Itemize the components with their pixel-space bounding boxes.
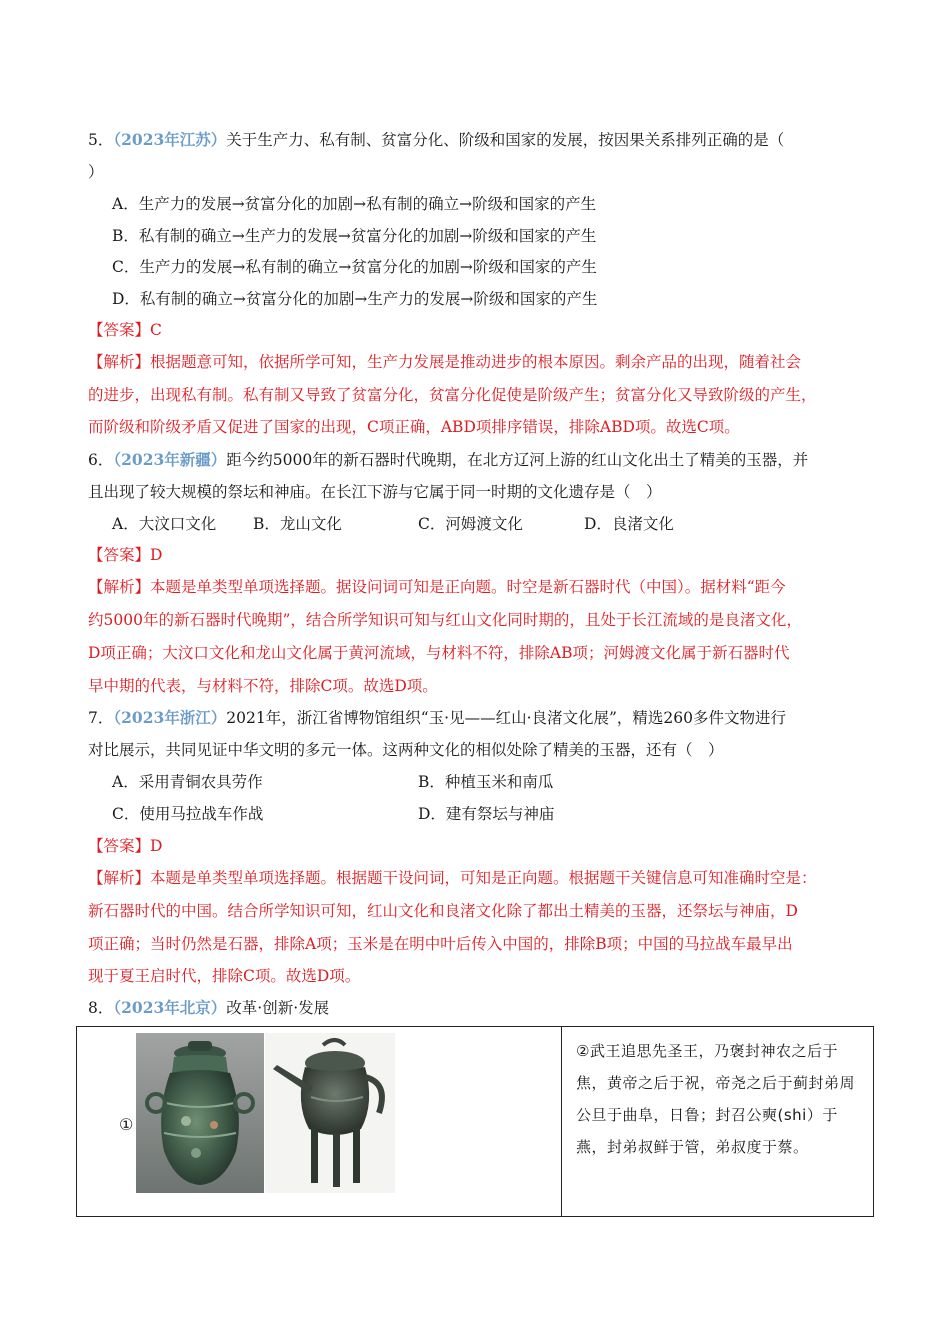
- q6-analysis-line3: D项正确；大汶口文化和龙山文化属于黄河流域，与材料不符，排除AB项；河姆渡文化属于新石器时代: [88, 644, 790, 662]
- bronze-he-vessel-image: [265, 1033, 395, 1193]
- q5-option-b: B．私有制的确立→生产力的发展→贫富分化的加剧→阶级和国家的产生: [112, 227, 597, 245]
- q7-stem-text: 2021年，浙江省博物馆组织“玉·见——红山·良渚文化展”，精选260多件文物进行: [226, 709, 787, 727]
- q7-analysis-line1: 【解析】本题是单类型单项选择题。根据题干设问词，可知是正向题。根据题干关键信息可知准确时空是：: [88, 869, 817, 887]
- q5-option-d: D．私有制的确立→贫富分化的加剧→生产力的发展→阶级和国家的产生: [112, 290, 598, 308]
- q5-number: 5．: [88, 131, 114, 149]
- q6-analysis-line4: 早中期的代表，与材料不符，排除C项。故选D项。: [88, 677, 438, 695]
- q7-option-c: C．使用马拉战车作战: [112, 805, 264, 823]
- q5-source: （2023年江苏）: [113, 130, 227, 149]
- q5-analysis-line1: 【解析】根据题意可知，依据所学可知，生产力发展是推动进步的根本原因。剩余产品的出现，随着社会: [88, 353, 802, 371]
- q7-stem-line2: 对比展示，共同见证中华文明的多元一体。这两种文化的相似处除了精美的玉器，还有（ ）: [88, 741, 724, 759]
- q6-stem-text: 距今约5000年的新石器时代晚期，在北方辽河上游的红山文化出土了精美的玉器，并: [226, 451, 809, 469]
- q5-option-a: A．生产力的发展→贫富分化的加剧→私有制的确立→阶级和国家的产生: [112, 195, 597, 213]
- bronze-hu-vessel-image: [136, 1033, 264, 1193]
- q7-source: （2023年浙江）: [113, 708, 227, 727]
- q7-number: 7．: [88, 709, 114, 727]
- q6-analysis-line1: 【解析】本题是单类型单项选择题。据设问词可知是正向题。时空是新石器时代（中国）。据材料“距今: [88, 578, 786, 596]
- q7-analysis-line4: 现于夏王启时代，排除C项。故选D项。: [88, 967, 361, 985]
- q5-analysis-line2: 的进步，出现私有制。私有制又导致了贫富分化，贫富分化促使是阶级产生；贫富分化又导致阶级的产生，: [88, 386, 817, 404]
- q8-stem-text: 改革·创新·发展: [226, 999, 330, 1017]
- q7-option-b: B．种植玉米和南瓜: [418, 773, 554, 791]
- q7-option-d: D．建有祭坛与神庙: [418, 805, 555, 823]
- q8-number: 8．: [88, 999, 114, 1017]
- q7-analysis-line2: 新石器时代的中国。结合所学知识可知，红山文化和良渚文化除了都出土精美的玉器，还祭坛与神庙，D: [88, 902, 798, 920]
- q6-number: 6．: [88, 451, 114, 469]
- q5-analysis-line3: 而阶级和阶级矛盾又促进了国家的出现，C项正确，ABD项排序错误，排除ABD项。故选C项。: [88, 418, 740, 436]
- q5-option-c: C．生产力的发展→私有制的确立→贫富分化的加剧→阶级和国家的产生: [112, 258, 597, 276]
- q6-source: （2023年新疆）: [113, 450, 227, 469]
- q6-stem-line2: 且出现了较大规模的祭坛和神庙。在长江下游与它属于同一时期的文化遗存是（ ）: [88, 483, 662, 501]
- q8-source: （2023年北京）: [113, 998, 227, 1017]
- q6-option-d: D．良渚文化: [584, 515, 674, 533]
- q8-material2-cell: [562, 1027, 874, 1217]
- q6-analysis-line2: 约5000年的新石器时代晚期”，结合所学知识可知与红山文化同时期的，且处于长江流域的是良渚文化，: [88, 611, 802, 629]
- q6-option-a: A．大汶口文化: [112, 515, 217, 533]
- q5-stem-text: 关于生产力、私有制、贫富分化、阶级和国家的发展，按因果关系排列正确的是（: [226, 131, 785, 149]
- q5-stem-line2: ）: [88, 163, 104, 181]
- q6-option-b: B．龙山文化: [253, 515, 342, 533]
- q5-answer: 【答案】C: [88, 321, 162, 339]
- q8-material-table: [76, 1026, 874, 1217]
- q7-option-a: A．采用青铜农具劳作: [112, 773, 263, 791]
- q7-analysis-line3: 项正确；当时仍然是石器，排除A项；玉米是在明中叶后传入中国的，排除B项；中国的马拉战车最早出: [88, 935, 793, 953]
- q6-answer: 【答案】D: [88, 546, 163, 564]
- q5-stem-line1: [88, 130, 784, 150]
- q6-stem-line1: [88, 450, 808, 470]
- q7-answer: 【答案】D: [88, 837, 163, 855]
- q8-material2-text: ②武王追思先圣王，乃褒封神农之后于焦，黄帝之后于祝，帝尧之后于蓟封弟周公旦于曲阜，日鲁；封召公奭(shi）于燕，封弟叔鲜于管，弟叔度于蔡。: [576, 1042, 856, 1156]
- q8-stem: [88, 998, 329, 1018]
- q8-material1-label: ①: [119, 1115, 134, 1134]
- q6-option-c: C．河姆渡文化: [418, 515, 523, 533]
- q8-material1-cell: [77, 1027, 562, 1217]
- q7-stem-line1: [88, 708, 786, 728]
